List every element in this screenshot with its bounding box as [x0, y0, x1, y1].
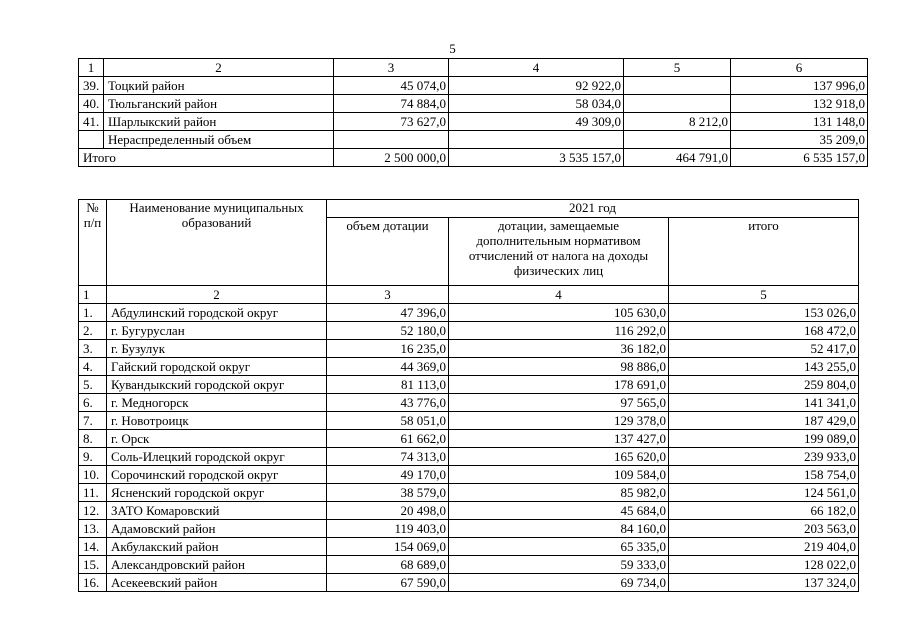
total-label: Итого	[79, 149, 334, 167]
row-value: 239 933,0	[669, 448, 859, 466]
table-2021	[78, 199, 859, 592]
row-number: 2.	[79, 322, 107, 340]
row-number: 4.	[79, 358, 107, 376]
row-value: 49 309,0	[449, 113, 624, 131]
row-value: 119 403,0	[327, 520, 449, 538]
row-number: 12.	[79, 502, 107, 520]
row-value: 132 918,0	[731, 95, 868, 113]
table-row	[79, 502, 859, 520]
row-name: Акбулакский район	[107, 538, 327, 556]
row-value: 168 472,0	[669, 322, 859, 340]
row-value: 58 034,0	[449, 95, 624, 113]
row-value	[334, 131, 449, 149]
row-number: 5.	[79, 376, 107, 394]
row-name: Соль-Илецкий городской округ	[107, 448, 327, 466]
row-value: 154 069,0	[327, 538, 449, 556]
row-number: 1.	[79, 304, 107, 322]
row-name: Гайский городской округ	[107, 358, 327, 376]
table-row	[79, 358, 859, 376]
row-name: г. Новотроицк	[107, 412, 327, 430]
row-value	[624, 95, 731, 113]
row-name: Абдулинский городской округ	[107, 304, 327, 322]
row-value: 65 335,0	[449, 538, 669, 556]
row-value: 98 886,0	[449, 358, 669, 376]
total-value: 3 535 157,0	[449, 149, 624, 167]
row-number: 6.	[79, 394, 107, 412]
row-value: 8 212,0	[624, 113, 731, 131]
column-number: 5	[624, 59, 731, 77]
row-name: г. Медногорск	[107, 394, 327, 412]
row-value	[624, 131, 731, 149]
row-value: 74 313,0	[327, 448, 449, 466]
header-num: № п/п	[79, 200, 107, 286]
row-value: 73 627,0	[334, 113, 449, 131]
row-number: 41.	[79, 113, 104, 131]
row-value: 178 691,0	[449, 376, 669, 394]
table-continuation	[78, 58, 868, 167]
header-col3: объем дотации	[327, 218, 449, 286]
row-name: Нераспределенный объем	[104, 131, 334, 149]
total-value: 6 535 157,0	[731, 149, 868, 167]
row-number: 14.	[79, 538, 107, 556]
row-value	[624, 77, 731, 95]
row-name: ЗАТО Комаровский	[107, 502, 327, 520]
row-value: 219 404,0	[669, 538, 859, 556]
table-row	[79, 376, 859, 394]
row-name: г. Орск	[107, 430, 327, 448]
row-value: 129 378,0	[449, 412, 669, 430]
row-value: 137 996,0	[731, 77, 868, 95]
row-value: 141 341,0	[669, 394, 859, 412]
table-row	[79, 113, 868, 131]
row-number: 9.	[79, 448, 107, 466]
row-value: 97 565,0	[449, 394, 669, 412]
column-number: 4	[449, 286, 669, 304]
table-row	[79, 574, 859, 592]
row-value: 49 170,0	[327, 466, 449, 484]
row-number: 16.	[79, 574, 107, 592]
row-value: 36 182,0	[449, 340, 669, 358]
row-name: г. Бугуруслан	[107, 322, 327, 340]
header-col4: дотации, замещаемые дополнительным нормативом отчислений от налога на доходы физических лиц	[449, 218, 669, 286]
row-number: 40.	[79, 95, 104, 113]
column-number: 3	[327, 286, 449, 304]
total-value: 2 500 000,0	[334, 149, 449, 167]
row-value: 61 662,0	[327, 430, 449, 448]
row-number: 3.	[79, 340, 107, 358]
row-value: 44 369,0	[327, 358, 449, 376]
row-value: 67 590,0	[327, 574, 449, 592]
row-value: 45 684,0	[449, 502, 669, 520]
row-number: 15.	[79, 556, 107, 574]
row-value: 84 160,0	[449, 520, 669, 538]
row-number: 7.	[79, 412, 107, 430]
column-number: 6	[731, 59, 868, 77]
table-row	[79, 95, 868, 113]
row-name: Тоцкий район	[104, 77, 334, 95]
row-value: 58 051,0	[327, 412, 449, 430]
row-value: 52 180,0	[327, 322, 449, 340]
row-value: 124 561,0	[669, 484, 859, 502]
header-name: Наименование муниципальных образований	[107, 200, 327, 286]
table-row	[79, 538, 859, 556]
table-row	[79, 340, 859, 358]
row-value: 203 563,0	[669, 520, 859, 538]
row-value: 105 630,0	[449, 304, 669, 322]
column-number-row	[79, 286, 859, 304]
column-number: 2	[107, 286, 327, 304]
column-number: 1	[79, 59, 104, 77]
table-row	[79, 131, 868, 149]
row-value: 35 209,0	[731, 131, 868, 149]
table-row	[79, 77, 868, 95]
row-value: 128 022,0	[669, 556, 859, 574]
table-row	[79, 556, 859, 574]
row-value: 137 427,0	[449, 430, 669, 448]
row-value: 45 074,0	[334, 77, 449, 95]
row-value: 47 396,0	[327, 304, 449, 322]
row-value: 165 620,0	[449, 448, 669, 466]
table-row	[79, 430, 859, 448]
row-value: 74 884,0	[334, 95, 449, 113]
column-number-row	[79, 59, 868, 77]
column-number: 3	[334, 59, 449, 77]
row-value: 66 182,0	[669, 502, 859, 520]
row-name: г. Бузулук	[107, 340, 327, 358]
row-number	[79, 131, 104, 149]
row-value: 52 417,0	[669, 340, 859, 358]
row-value: 259 804,0	[669, 376, 859, 394]
row-value: 85 982,0	[449, 484, 669, 502]
table-row	[79, 520, 859, 538]
row-name: Кувандыкский городской округ	[107, 376, 327, 394]
column-number: 2	[104, 59, 334, 77]
header-year: 2021 год	[327, 200, 859, 218]
row-value: 116 292,0	[449, 322, 669, 340]
row-value: 137 324,0	[669, 574, 859, 592]
row-name: Сорочинский городской округ	[107, 466, 327, 484]
row-value: 16 235,0	[327, 340, 449, 358]
column-number: 5	[669, 286, 859, 304]
row-name: Тюльганский район	[104, 95, 334, 113]
row-value: 92 922,0	[449, 77, 624, 95]
row-name: Александровский район	[107, 556, 327, 574]
row-number: 11.	[79, 484, 107, 502]
row-value: 199 089,0	[669, 430, 859, 448]
row-number: 39.	[79, 77, 104, 95]
header-col5: итого	[669, 218, 859, 286]
row-value: 43 776,0	[327, 394, 449, 412]
table-header-row	[79, 200, 859, 218]
column-number: 4	[449, 59, 624, 77]
column-number: 1	[79, 286, 107, 304]
row-value: 59 333,0	[449, 556, 669, 574]
table-row	[79, 484, 859, 502]
row-name: Ясненский городской округ	[107, 484, 327, 502]
table-row	[79, 448, 859, 466]
row-value	[449, 131, 624, 149]
row-number: 8.	[79, 430, 107, 448]
row-value: 81 113,0	[327, 376, 449, 394]
table-row	[79, 412, 859, 430]
row-name: Адамовский район	[107, 520, 327, 538]
row-name: Асекеевский район	[107, 574, 327, 592]
table-row	[79, 322, 859, 340]
row-value: 131 148,0	[731, 113, 868, 131]
row-value: 143 255,0	[669, 358, 859, 376]
total-value: 464 791,0	[624, 149, 731, 167]
row-value: 68 689,0	[327, 556, 449, 574]
table-row	[79, 394, 859, 412]
row-value: 109 584,0	[449, 466, 669, 484]
total-row	[79, 149, 868, 167]
row-value: 38 579,0	[327, 484, 449, 502]
row-value: 187 429,0	[669, 412, 859, 430]
table-row	[79, 304, 859, 322]
row-name: Шарлыкский район	[104, 113, 334, 131]
row-number: 10.	[79, 466, 107, 484]
row-value: 69 734,0	[449, 574, 669, 592]
row-value: 158 754,0	[669, 466, 859, 484]
table-row	[79, 466, 859, 484]
row-number: 13.	[79, 520, 107, 538]
page-number: 5	[449, 41, 456, 56]
row-value: 20 498,0	[327, 502, 449, 520]
row-value: 153 026,0	[669, 304, 859, 322]
